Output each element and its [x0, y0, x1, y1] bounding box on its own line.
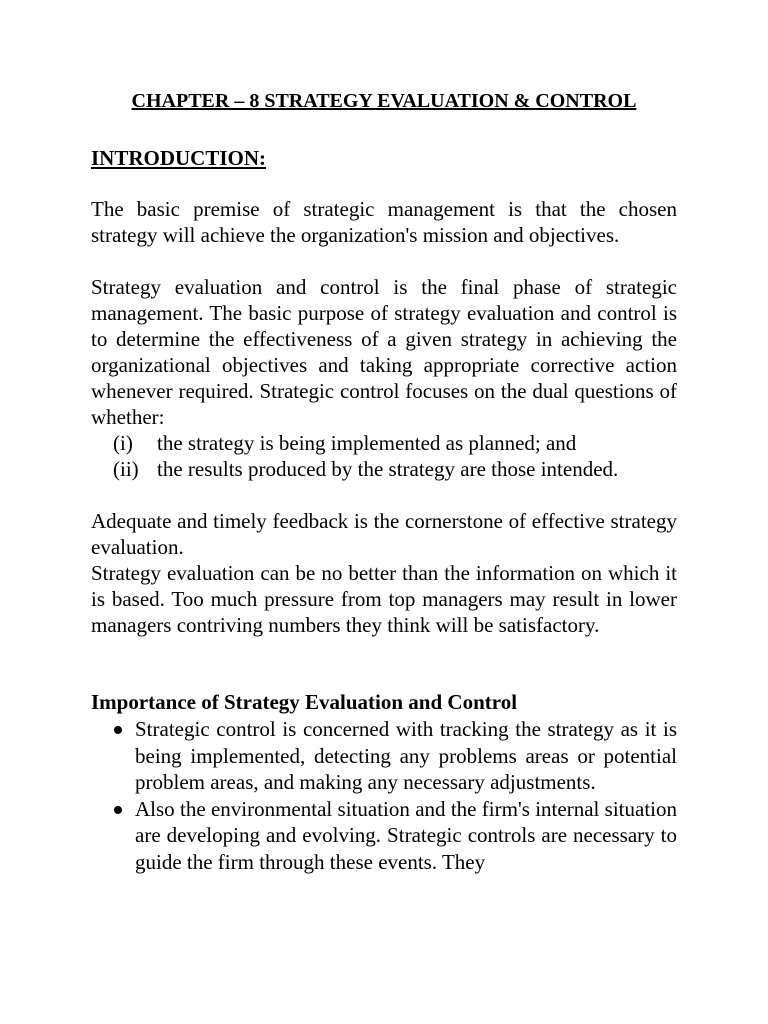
bullet-dot-icon [114, 806, 122, 814]
paragraph-premise: The basic premise of strategic management is that the chosen strategy will achieve the organization's mission and objectives. [91, 197, 677, 247]
introduction-heading: INTRODUCTION: [91, 146, 267, 170]
paragraph-information: Strategy evaluation can be no better than the information on which it is based. Too much pressure from top managers may result in lower managers contriving numbers they think will be satisfactory. [91, 561, 677, 637]
bullet-text: Strategic control is concerned with tracking the strategy as it is being implemented, detecting any problems areas or potential problem areas, and making any necessary adjustments. [135, 717, 677, 794]
paragraph-evaluation-definition: Strategy evaluation and control is the final phase of strategic management. The basic purpose of strategy evaluation and control is to determine the effectiveness of a given strategy in achieving the organizational objectives and taking appropriate corrective action whenever required. Strategic control focuses on the dual questions of whether: [91, 275, 677, 429]
paragraph-feedback: Adequate and timely feedback is the cornerstone of effective strategy evaluation. [91, 509, 677, 559]
question-text: the results produced by the strategy are those intended. [157, 457, 619, 481]
bullet-item [91, 796, 677, 876]
question-marker: (ii) [113, 457, 139, 481]
bullet-text: Also the environmental situation and the firm's internal situation are developing and evolving. Strategic controls are necessary to guide the firm through these events. They [135, 796, 677, 874]
question-item [91, 430, 677, 456]
bullet-dot-icon [114, 726, 122, 734]
bullet-item [91, 716, 677, 796]
question-text: the strategy is being implemented as planned; and [157, 431, 577, 455]
question-item [91, 456, 677, 482]
chapter-title: CHAPTER – 8 STRATEGY EVALUATION & CONTROL [131, 90, 637, 112]
question-marker: (i) [113, 431, 133, 455]
questions-list [91, 430, 677, 482]
importance-heading: Importance of Strategy Evaluation and Control [91, 690, 518, 714]
importance-bullets [91, 716, 677, 875]
